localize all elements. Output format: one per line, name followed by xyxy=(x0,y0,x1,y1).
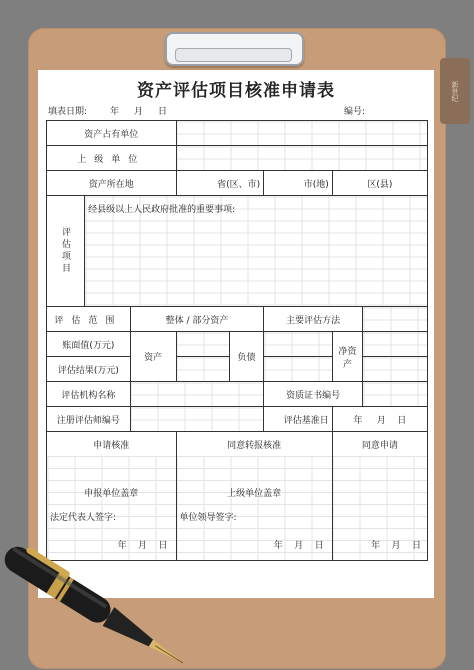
scope-label: 评估范围 xyxy=(47,307,131,332)
base-date-label: 评估基准日 xyxy=(264,407,333,432)
table-row xyxy=(47,332,428,357)
table-row xyxy=(47,171,428,196)
col1-day: 日 xyxy=(158,540,168,551)
header-year: 年 xyxy=(110,107,120,117)
base-date-field[interactable] xyxy=(332,407,427,432)
eval-assets-field[interactable] xyxy=(176,357,229,382)
eval-items-side-text: 评估项目 xyxy=(60,227,71,275)
book-net-field[interactable] xyxy=(363,332,428,357)
scope-value: 整体 / 部分资产 xyxy=(130,307,263,332)
agency-field[interactable] xyxy=(130,382,263,407)
table-row xyxy=(47,382,428,407)
form-title: 资产评估项目核准申请表 xyxy=(137,81,335,101)
liabilities-label: 负债 xyxy=(229,332,263,382)
book-liabilities-field[interactable] xyxy=(264,332,333,357)
header-day: 日 xyxy=(158,107,168,117)
assets-label: 资产 xyxy=(130,332,176,382)
col1-year: 年 xyxy=(117,540,127,551)
table-row xyxy=(47,504,428,528)
stamp1-label: 申报单位盖章 xyxy=(47,480,177,504)
method-field[interactable] xyxy=(363,307,428,332)
eval-items-text: 经县级以上人民政府批准的重要事项: xyxy=(88,205,236,215)
table-row xyxy=(47,480,428,504)
col2-blank[interactable] xyxy=(176,456,332,480)
table-row xyxy=(47,432,428,457)
agree-apply-label: 同意申请 xyxy=(332,432,427,457)
table-row xyxy=(47,456,428,480)
location-label: 资产所在地 xyxy=(47,171,177,196)
eval-result-label: 评估结果(万元) xyxy=(47,357,131,382)
table-row xyxy=(47,121,428,146)
fountain-pen-icon xyxy=(0,540,250,670)
col1-month: 月 xyxy=(138,540,148,551)
eval-liabilities-field[interactable] xyxy=(264,357,333,382)
col3-month: 月 xyxy=(391,540,401,551)
city-label: 市(地) xyxy=(264,171,333,196)
superior-label: 上级单位 xyxy=(47,146,177,171)
col3-year: 年 xyxy=(371,540,381,551)
leader-sign-label: 单位领导签字: xyxy=(176,504,332,528)
col2-day: 日 xyxy=(314,540,324,551)
net-assets-label: 净资产 xyxy=(332,332,362,382)
serial-label: 编号: xyxy=(344,107,366,117)
header-month: 月 xyxy=(134,107,144,117)
col3-sign-blank[interactable] xyxy=(332,504,427,528)
eval-items-side-label xyxy=(47,196,85,307)
eval-items-field[interactable] xyxy=(85,196,428,307)
clipboard-clip-bar xyxy=(175,48,292,62)
stamp2-label: 上级单位盖章 xyxy=(176,480,332,504)
appraiser-no-field[interactable] xyxy=(130,407,263,432)
table-row xyxy=(47,146,428,171)
col1-blank[interactable] xyxy=(47,456,177,480)
owner-label: 资产占有单位 xyxy=(47,121,177,146)
province-label: 省(区、市) xyxy=(176,171,264,196)
cert-no-label: 资质证书编号 xyxy=(264,382,363,407)
cert-no-field[interactable] xyxy=(363,382,428,407)
table-row xyxy=(47,407,428,432)
superior-field[interactable] xyxy=(176,146,427,171)
col3-day: 日 xyxy=(411,540,421,551)
eval-net-field[interactable] xyxy=(363,357,428,382)
hang-tag-text: 新世纪 xyxy=(451,80,459,102)
col2-year: 年 xyxy=(273,540,283,551)
appraiser-no-label: 注册评估师编号 xyxy=(47,407,131,432)
table-row xyxy=(47,196,428,307)
application-table xyxy=(46,120,428,561)
base-month: 月 xyxy=(376,415,386,426)
col2-month: 月 xyxy=(294,540,304,551)
table-row xyxy=(47,307,428,332)
fill-date-label: 填表日期: xyxy=(48,107,88,117)
book-value-label: 账面值(万元) xyxy=(47,332,131,357)
col3-blank[interactable] xyxy=(332,456,427,480)
col3-date[interactable] xyxy=(332,528,427,561)
method-label: 主要评估方法 xyxy=(264,307,363,332)
owner-field[interactable] xyxy=(176,121,427,146)
forward-approve-label: 同意转报核准 xyxy=(176,432,332,457)
county-label: 区(县) xyxy=(332,171,427,196)
agency-label: 评估机构名称 xyxy=(47,382,131,407)
legal-rep-label: 法定代表人签字: xyxy=(47,504,177,528)
base-day: 日 xyxy=(397,415,407,426)
apply-approve-label: 申请核准 xyxy=(47,432,177,457)
book-assets-field[interactable] xyxy=(176,332,229,357)
base-year: 年 xyxy=(353,415,363,426)
hang-tag xyxy=(440,58,470,124)
form-paper xyxy=(38,70,434,598)
col3-stamp-blank[interactable] xyxy=(332,480,427,504)
